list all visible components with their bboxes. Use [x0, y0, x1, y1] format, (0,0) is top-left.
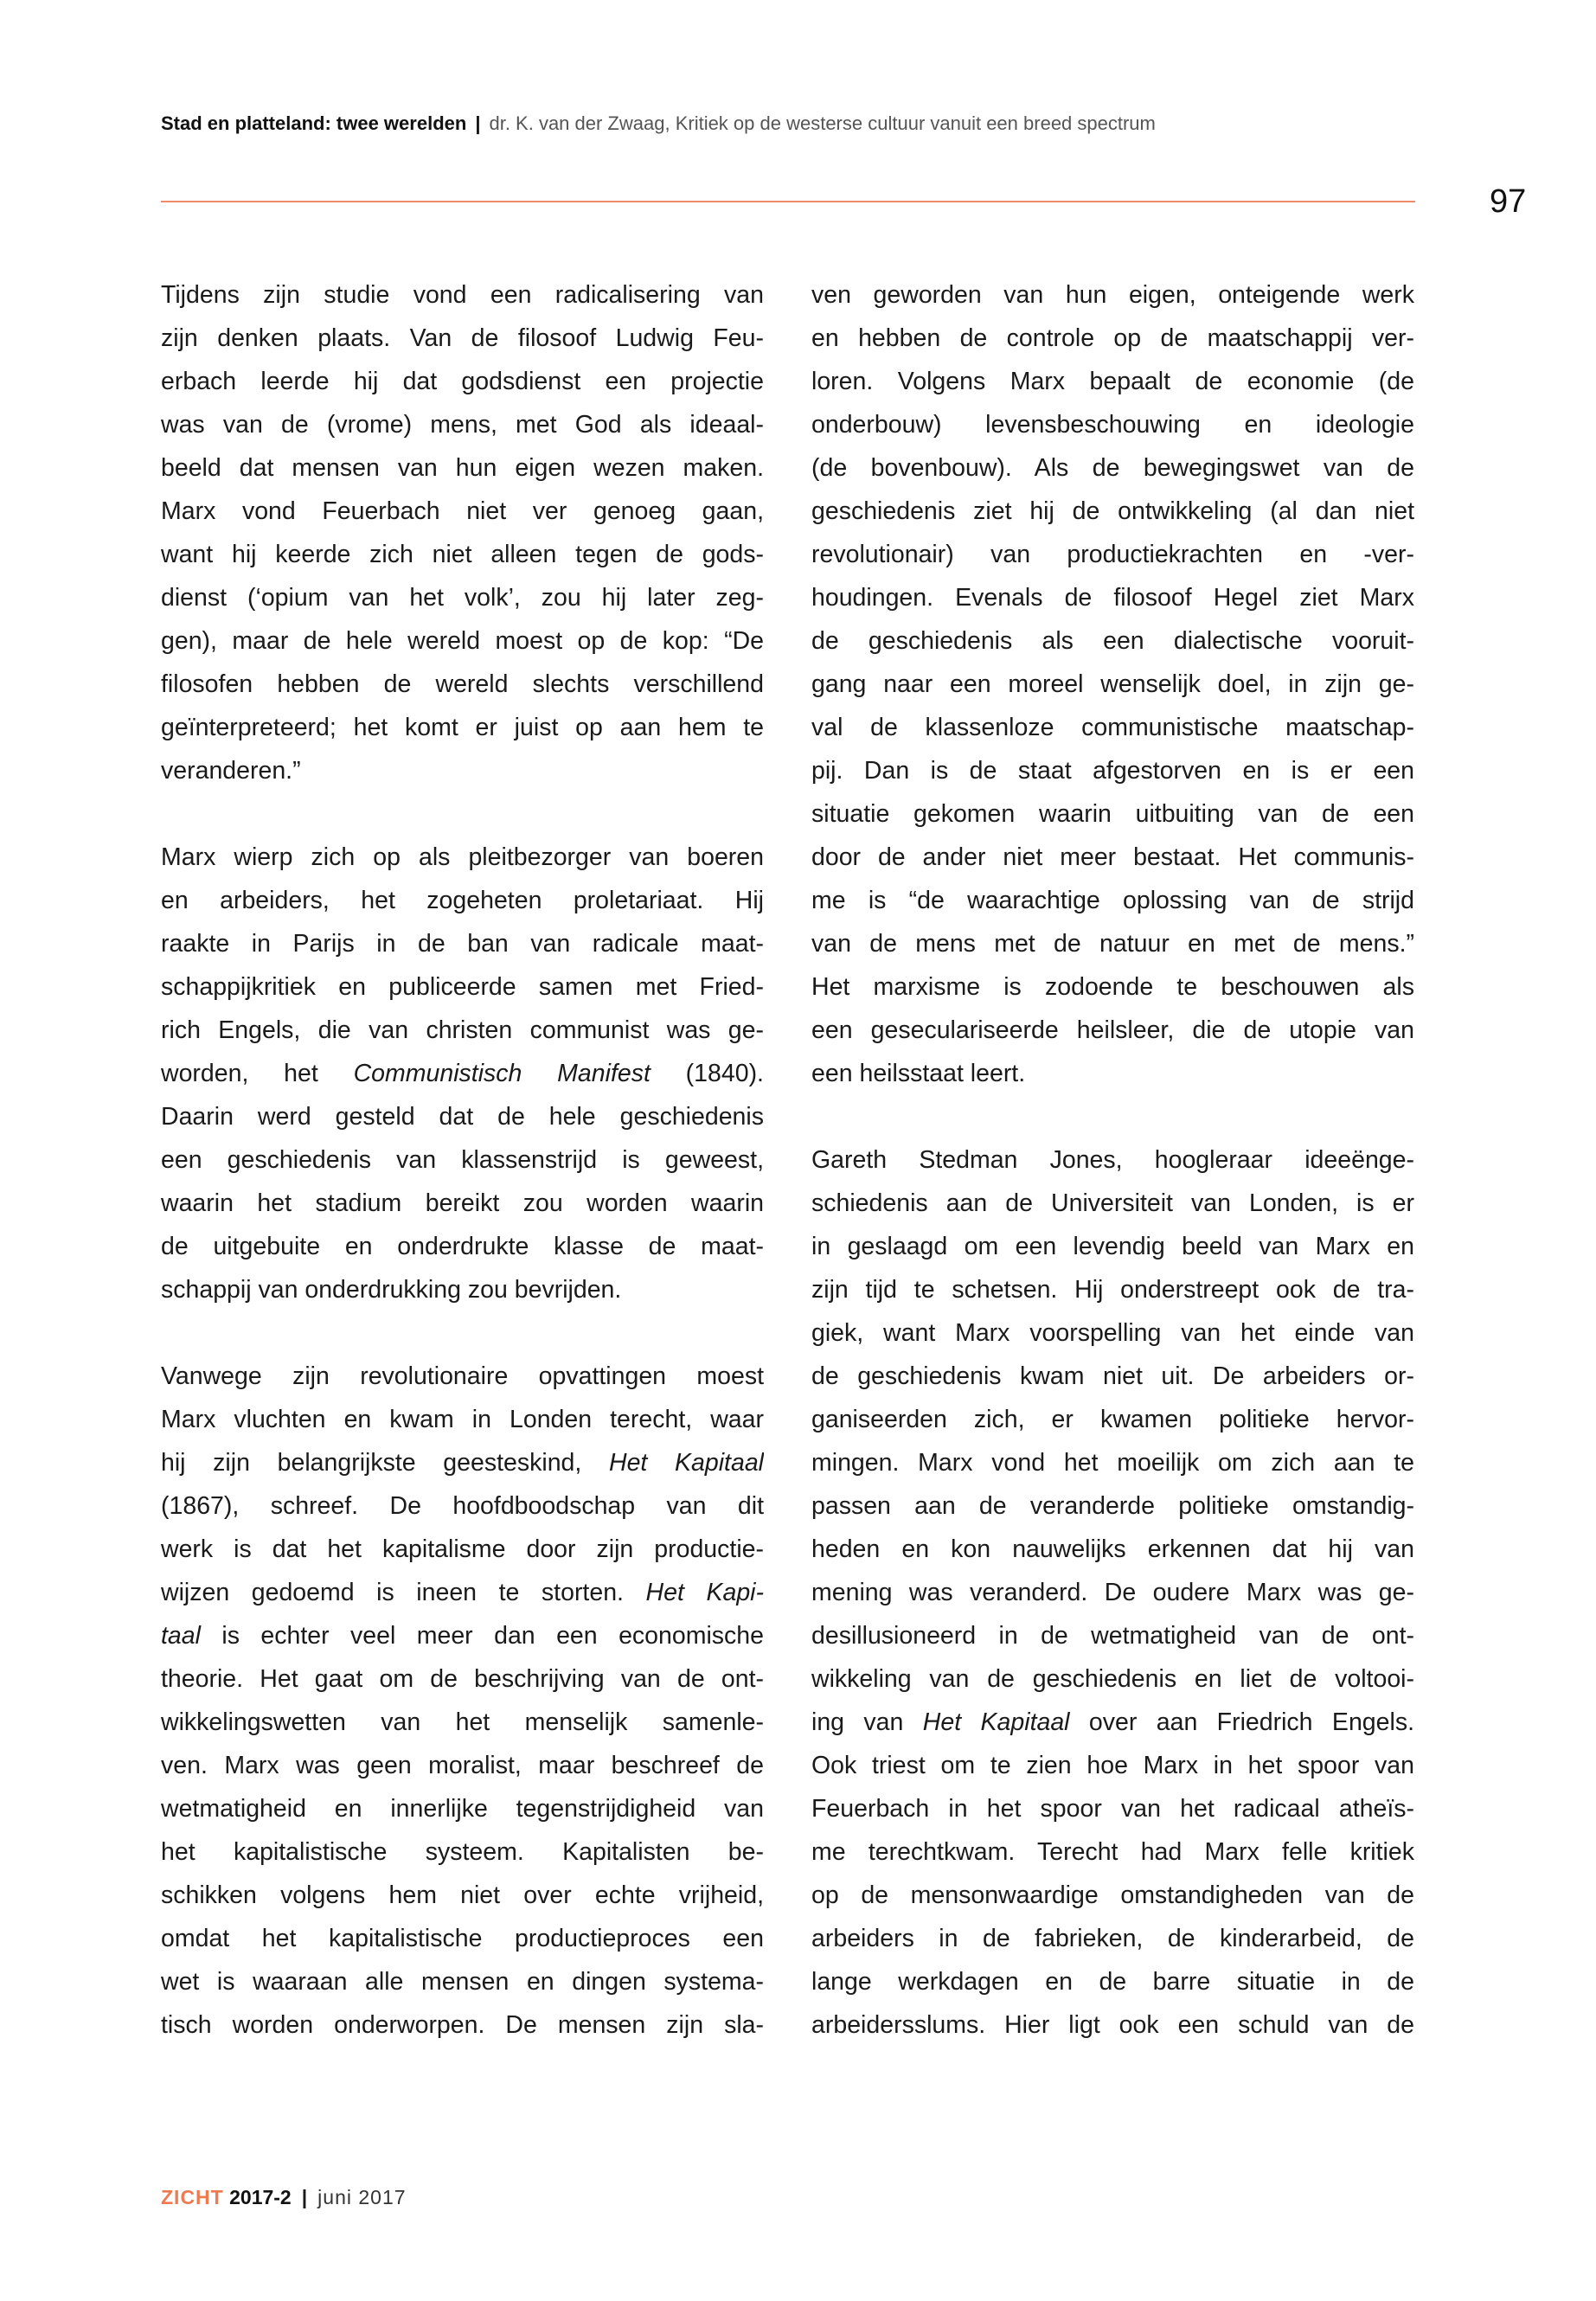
- text-line: [161, 1874, 764, 1917]
- text-segment: passen aan de veranderde politieke omstandig-: [811, 1492, 1414, 1520]
- text-segment: wikkelingswetten van het menselijk samenle-: [161, 1708, 764, 1736]
- text-segment: de geschiedenis als een dialectische vooruit-: [811, 627, 1414, 655]
- text-line: [811, 1398, 1414, 1441]
- text-line: [811, 1009, 1414, 1052]
- text-line: [811, 1960, 1414, 2003]
- text-line: [811, 1874, 1414, 1917]
- text-segment: raakte in Parijs in de ban van radicale maat-: [161, 930, 764, 958]
- text-segment: in geslaagd om een levendig beeld van Marx en: [811, 1233, 1414, 1260]
- text-line: [161, 1528, 764, 1571]
- text-line: [811, 273, 1414, 317]
- header-separator: |: [475, 112, 481, 134]
- text-segment: Het marxisme is zodoende te beschouwen als: [811, 973, 1414, 1001]
- text-segment: Gareth Stedman Jones, hoogleraar ideeënge-: [811, 1146, 1414, 1174]
- text-line: [161, 1095, 764, 1138]
- text-segment: een geschiedenis van klassenstrijd is geweest,: [161, 1146, 764, 1174]
- text-segment: Feuerbach in het spoor van het radicaal atheïs-: [811, 1795, 1414, 1823]
- text-segment: wetmatigheid en innerlijke tegenstrijdigheid van: [161, 1795, 764, 1823]
- italic-title: Communistisch Manifest: [353, 1060, 651, 1087]
- text-segment: beeld dat mensen van hun eigen wezen maken.: [161, 454, 764, 482]
- text-segment: Marx vluchten en kwam in Londen terecht, waar: [161, 1406, 764, 1433]
- text-line: [161, 619, 764, 663]
- text-line: [811, 619, 1414, 663]
- text-segment: loren. Volgens Marx bepaalt de economie (de: [811, 368, 1414, 395]
- text-line: [811, 1182, 1414, 1225]
- text-line: [161, 706, 764, 749]
- text-line: [161, 576, 764, 619]
- text-line: [811, 1571, 1414, 1614]
- text-segment: Vanwege zijn revolutionaire opvattingen moest: [161, 1362, 764, 1390]
- text-segment: de uitgebuite en onderdrukte klasse de maat-: [161, 1233, 764, 1260]
- text-segment: schappijkritiek en publiceerde samen met Fried-: [161, 973, 764, 1001]
- text-line: [161, 749, 764, 792]
- text-line: [811, 1268, 1414, 1311]
- text-line: [161, 965, 764, 1009]
- text-line: [811, 1917, 1414, 1960]
- text-segment: schiedenis aan de Universiteit van Londen, is er: [811, 1189, 1414, 1217]
- text-line: [811, 1441, 1414, 1484]
- text-segment: hij zijn belangrijkste geesteskind,: [161, 1449, 609, 1477]
- footer: [161, 2186, 407, 2209]
- text-segment: (1867), schreef. De hoofdboodschap van dit: [161, 1492, 764, 1520]
- text-line: [811, 1355, 1414, 1398]
- text-line: [811, 317, 1414, 360]
- text-segment: veranderen.”: [161, 757, 301, 785]
- italic-title: Het Kapitaal: [922, 1708, 1070, 1736]
- text-segment: arbeidersslums. Hier ligt ook een schuld van de: [811, 2011, 1414, 2039]
- text-segment: zijn tijd te schetsen. Hij onderstreept ook de tra-: [811, 1276, 1414, 1304]
- text-line: [811, 446, 1414, 490]
- text-segment: Daarin werd gesteld dat de hele geschiedenis: [161, 1103, 764, 1131]
- text-segment: giek, want Marx voorspelling van het einde van: [811, 1319, 1414, 1347]
- text-segment: waarin het stadium bereikt zou worden waarin: [161, 1189, 764, 1217]
- header-subtitle: dr. K. van der Zwaag, Kritiek op de westerse cultuur vanuit een breed spectrum: [489, 112, 1156, 134]
- text-line: [811, 836, 1414, 879]
- text-segment: over aan Friedrich Engels.: [1069, 1708, 1414, 1736]
- text-line: [161, 1701, 764, 1744]
- text-line: [161, 1744, 764, 1787]
- text-line: [811, 663, 1414, 706]
- text-line: [161, 1571, 764, 1614]
- text-segment: schappij van onderdrukking zou bevrijden.: [161, 1276, 622, 1304]
- text-segment: ganiseerden zich, er kwamen politieke hervor-: [811, 1406, 1414, 1433]
- text-segment: onderbouw) levensbeschouwing en ideologie: [811, 411, 1414, 439]
- text-segment: heden en kon nauwelijks erkennen dat hij van: [811, 1535, 1414, 1563]
- text-segment: tisch worden onderworpen. De mensen zijn sla-: [161, 2011, 764, 2039]
- text-segment: theorie. Het gaat om de beschrijving van de ont-: [161, 1665, 764, 1693]
- text-segment: en hebben de controle op de maatschappij ver-: [811, 324, 1414, 352]
- text-segment: gang naar een moreel wenselijk doel, in zijn ge-: [811, 670, 1414, 698]
- text-line: [811, 792, 1414, 836]
- text-segment: een heilsstaat leert.: [811, 1060, 1026, 1087]
- text-line: [161, 1138, 764, 1182]
- text-line: [811, 1311, 1414, 1355]
- text-segment: Tijdens zijn studie vond een radicalisering van: [161, 281, 764, 309]
- footer-date: juni 2017: [317, 2186, 407, 2208]
- italic-title: taal: [161, 1622, 201, 1650]
- text-segment: gen), maar de hele wereld moest op de kop: “De: [161, 627, 764, 655]
- text-line: [161, 1830, 764, 1874]
- text-segment: geschiedenis ziet hij de ontwikkeling (al dan niet: [811, 497, 1414, 525]
- text-segment: desillusioneerd in de wetmatigheid van de ont-: [811, 1622, 1414, 1650]
- text-segment: wikkeling van de geschiedenis en liet de voltooi-: [811, 1665, 1414, 1693]
- text-segment: (de bovenbouw). Als de bewegingswet van de: [811, 454, 1414, 482]
- text-line: [161, 1960, 764, 2003]
- text-line: [161, 1657, 764, 1701]
- text-segment: me is “de waarachtige oplossing van de strijd: [811, 887, 1414, 914]
- text-segment: want hij keerde zich niet alleen tegen de gods-: [161, 541, 764, 568]
- text-column-right: [811, 273, 1414, 2047]
- text-segment: pij. Dan is de staat afgestorven en is er een: [811, 757, 1414, 785]
- text-line: [161, 1787, 764, 1830]
- running-header: [161, 112, 1156, 135]
- text-line: [161, 1182, 764, 1225]
- text-segment: val de klassenloze communistische maatschap-: [811, 714, 1414, 741]
- text-segment: mening was veranderd. De oudere Marx was ge-: [811, 1579, 1414, 1606]
- text-segment: het kapitalistische systeem. Kapitalisten be-: [161, 1838, 764, 1866]
- text-line: [161, 1225, 764, 1268]
- text-segment: (1840).: [650, 1060, 764, 1087]
- paragraph-break: [811, 1095, 1414, 1138]
- text-segment: ing van: [811, 1708, 923, 1736]
- text-segment: een geseculariseerde heilsleer, die de utopie van: [811, 1016, 1414, 1044]
- text-line: [161, 663, 764, 706]
- text-line: [161, 1398, 764, 1441]
- text-segment: werk is dat het kapitalisme door zijn productie-: [161, 1535, 764, 1563]
- text-segment: op de mensonwaardige omstandigheden van de: [811, 1881, 1414, 1909]
- paragraph-break: [161, 792, 764, 836]
- text-line: [161, 1009, 764, 1052]
- text-segment: is echter veel meer dan een economische: [200, 1622, 764, 1650]
- text-segment: van de mens met de natuur en met de mens.”: [811, 930, 1414, 958]
- text-segment: schikken volgens hem niet over echte vrijheid,: [161, 1881, 764, 1909]
- text-segment: wet is waaraan alle mensen en dingen systema-: [161, 1968, 764, 1996]
- text-segment: dienst (‘opium van het volk’, zou hij later zeg-: [161, 584, 764, 612]
- text-line: [811, 1744, 1414, 1787]
- paragraph-break: [161, 1311, 764, 1355]
- text-line: [161, 1052, 764, 1095]
- text-segment: ven geworden van hun eigen, onteigende werk: [811, 281, 1414, 309]
- header-rule: [161, 201, 1415, 202]
- text-line: [811, 360, 1414, 403]
- text-segment: zijn denken plaats. Van de filosoof Ludwig Feu-: [161, 324, 764, 352]
- text-segment: Ook triest om te zien hoe Marx in het spoor van: [811, 1752, 1414, 1779]
- text-segment: Marx wierp zich op als pleitbezorger van boeren: [161, 843, 764, 871]
- text-line: [161, 879, 764, 922]
- text-line: [811, 1614, 1414, 1657]
- text-line: [811, 1225, 1414, 1268]
- text-line: [161, 403, 764, 446]
- text-line: [161, 360, 764, 403]
- text-segment: filosofen hebben de wereld slechts verschillend: [161, 670, 764, 698]
- text-segment: houdingen. Evenals de filosoof Hegel ziet Marx: [811, 584, 1414, 612]
- text-line: [161, 922, 764, 965]
- footer-separator: |: [301, 2186, 308, 2208]
- text-line: [811, 1657, 1414, 1701]
- text-line: [161, 533, 764, 576]
- text-line: [161, 1441, 764, 1484]
- text-line: [161, 1917, 764, 1960]
- text-line: [811, 1484, 1414, 1528]
- text-line: [811, 576, 1414, 619]
- text-line: [811, 879, 1414, 922]
- text-segment: ven. Marx was geen moralist, maar beschreef de: [161, 1752, 764, 1779]
- footer-issue: 2017-2: [229, 2186, 292, 2208]
- text-line: [161, 1614, 764, 1657]
- text-line: [811, 2003, 1414, 2047]
- italic-title: Het Kapitaal: [608, 1449, 764, 1477]
- text-line: [161, 1355, 764, 1398]
- text-segment: omdat het kapitalistische productieproces een: [161, 1925, 764, 1952]
- text-segment: me terechtkwam. Terecht had Marx felle kritiek: [811, 1838, 1414, 1866]
- text-line: [161, 1484, 764, 1528]
- text-segment: geïnterpreteerd; het komt er juist op aan hem te: [161, 714, 764, 741]
- text-segment: worden, het: [161, 1060, 354, 1087]
- text-line: [161, 836, 764, 879]
- text-line: [811, 1787, 1414, 1830]
- text-segment: Marx vond Feuerbach niet ver genoeg gaan,: [161, 497, 764, 525]
- text-segment: lange werkdagen en de barre situatie in de: [811, 1968, 1414, 1996]
- text-line: [161, 1268, 764, 1311]
- text-segment: en arbeiders, het zogeheten proletariaat. Hij: [161, 887, 764, 914]
- text-segment: situatie gekomen waarin uitbuiting van de een: [811, 800, 1414, 828]
- text-line: [811, 706, 1414, 749]
- text-line: [811, 1528, 1414, 1571]
- text-segment: arbeiders in de fabrieken, de kinderarbeid, de: [811, 1925, 1414, 1952]
- text-line: [811, 965, 1414, 1009]
- text-column-left: [161, 273, 764, 2047]
- text-line: [811, 1701, 1414, 1744]
- text-line: [811, 1052, 1414, 1095]
- text-line: [811, 1138, 1414, 1182]
- text-line: [811, 403, 1414, 446]
- header-title: Stad en platteland: twee werelden: [161, 112, 467, 134]
- italic-title: Het Kapi-: [645, 1579, 764, 1606]
- text-line: [161, 446, 764, 490]
- text-segment: was van de (vrome) mens, met God als ideaal-: [161, 411, 764, 439]
- page-number: 97: [1490, 183, 1527, 220]
- text-line: [161, 317, 764, 360]
- text-line: [161, 490, 764, 533]
- text-line: [161, 273, 764, 317]
- text-segment: wijzen gedoemd is ineen te storten.: [161, 1579, 646, 1606]
- text-line: [811, 533, 1414, 576]
- text-line: [811, 490, 1414, 533]
- text-segment: de geschiedenis kwam niet uit. De arbeiders or-: [811, 1362, 1414, 1390]
- text-line: [811, 922, 1414, 965]
- text-line: [811, 749, 1414, 792]
- text-line: [161, 2003, 764, 2047]
- footer-brand: ZICHT: [161, 2186, 224, 2208]
- text-segment: erbach leerde hij dat godsdienst een projectie: [161, 368, 764, 395]
- text-segment: revolutionair) van productiekrachten en -ver-: [811, 541, 1414, 568]
- text-segment: rich Engels, die van christen communist was ge-: [161, 1016, 764, 1044]
- text-segment: door de ander niet meer bestaat. Het communis-: [811, 843, 1414, 871]
- text-segment: mingen. Marx vond het moeilijk om zich aan te: [811, 1449, 1414, 1477]
- text-line: [811, 1830, 1414, 1874]
